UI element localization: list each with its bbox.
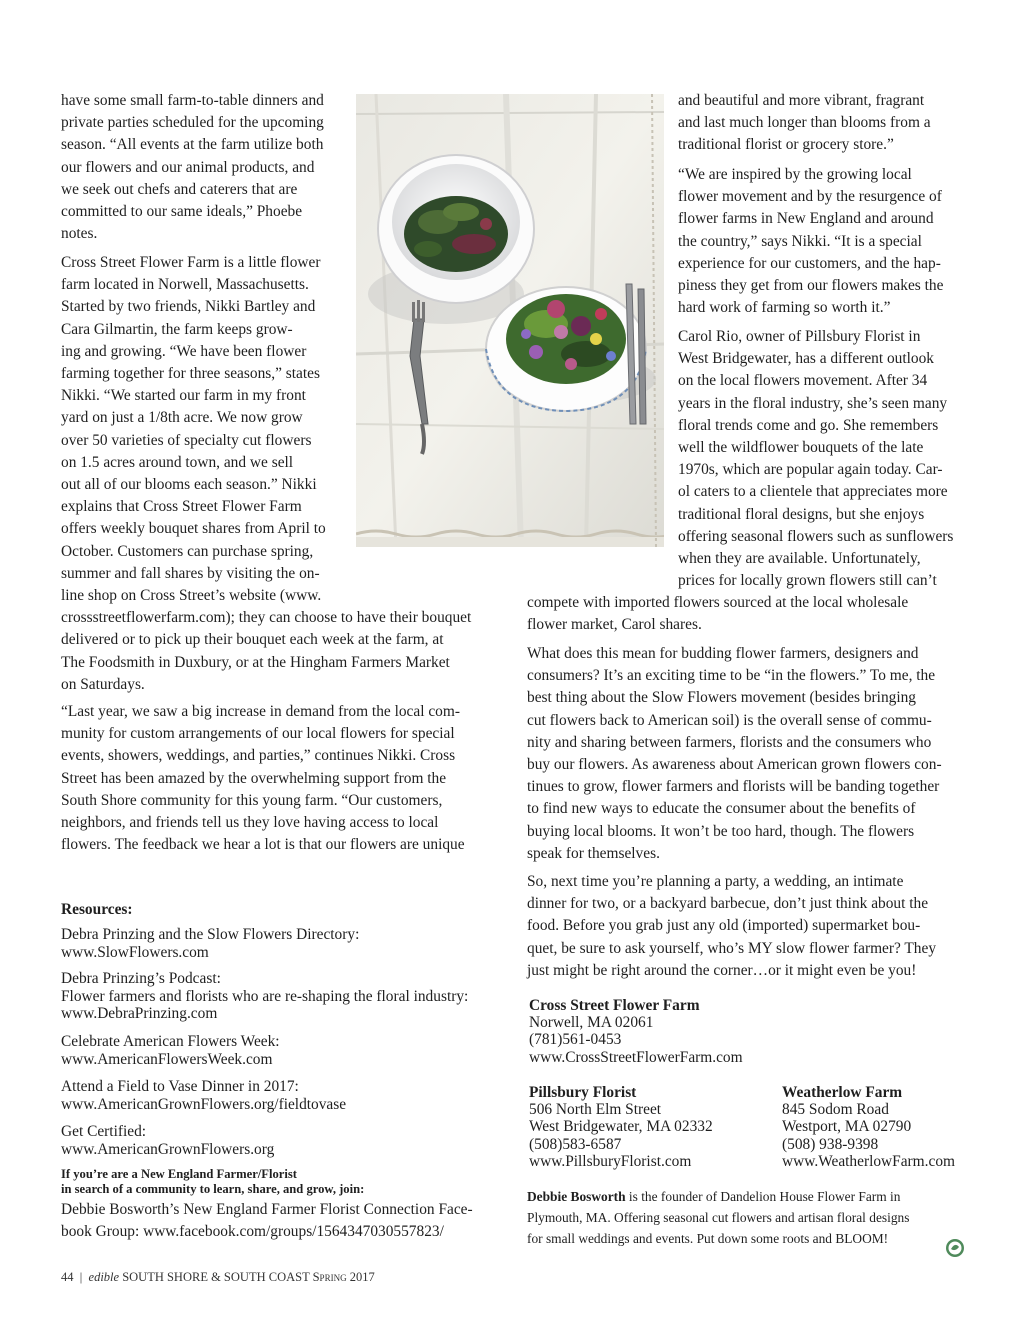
edible-logo-icon <box>945 1238 965 1258</box>
col2-para3 <box>678 326 953 592</box>
text-line: Nikki. “We started our farm in my front <box>61 387 306 405</box>
text-line: farm located in Norwell, Massachusetts. <box>61 276 309 294</box>
text-line: floral trends come and go. She remembers <box>678 416 939 434</box>
col2-para5 <box>527 871 936 982</box>
text-line: If you’re are a New England Farmer/Florist <box>61 1167 297 1181</box>
contact-cross-street <box>529 997 743 1066</box>
contact-link[interactable]: www.WeatherlowFarm.com <box>782 1152 955 1170</box>
resource-item <box>61 970 501 1023</box>
text-line: buying local blooms. It won’t be too hard, though. The flowers <box>527 822 915 840</box>
text-line: over 50 varieties of specialty cut flowers <box>61 431 312 449</box>
text-line: and last much longer than blooms from a <box>678 114 931 132</box>
text-line: cut flowers back to American soil) is the overall sense of commu- <box>527 711 932 729</box>
text-line: yard on just a 1/8th acre. We now grow <box>61 409 303 427</box>
text-line: the country,” says Nikki. “It is a special <box>678 232 922 250</box>
text-line: hard work of farming so worth it.” <box>678 299 891 317</box>
salad-illustration <box>356 94 664 547</box>
text-line: line shop on Cross Street’s website (www. <box>61 587 322 605</box>
text-line: on the local flowers movement. After 34 <box>678 372 928 390</box>
text-line: dinner for two, or a backyard barbecue, don’t just think about the <box>527 895 929 913</box>
text-line: “Last year, we saw a big increase in demand from the local com- <box>61 703 460 720</box>
footer-separator: | <box>79 1270 83 1284</box>
text-line: flower movement and by the resurgence of <box>678 188 942 206</box>
text-line: flower farms in New England and around <box>678 210 934 228</box>
text-line: prices for locally grown flowers still can’t <box>678 572 937 590</box>
text-line: Cross Street Flower Farm is a little flower <box>61 254 321 271</box>
resource-link[interactable]: www.DebraPrinzing.com <box>61 1005 218 1022</box>
text-line: we seek out chefs and caterers that are <box>61 180 298 198</box>
salad-photo <box>356 94 664 547</box>
heading-text: Resources: <box>61 901 133 918</box>
text-line: best thing about the Slow Flowers movement (besides bringing <box>527 689 916 707</box>
text-line: private parties scheduled for the upcoming <box>61 114 324 132</box>
text-line: events, showers, weddings, and parties,” continues Nikki. Cross <box>61 747 456 765</box>
text-line: season. “All events at the farm utilize both <box>61 136 324 154</box>
text-line: quet, be sure to ask yourself, who’s MY slow flower farmer? They <box>527 939 937 957</box>
text-line: Flower farmers and florists who are re-shaping the floral industry: <box>61 987 469 1005</box>
contact-line: 845 Sodom Road <box>782 1101 889 1119</box>
join-heading <box>61 1167 501 1196</box>
contact-weatherlow <box>782 1084 955 1170</box>
contact-line: (508)583-6587 <box>529 1135 622 1153</box>
text-line: tinues to grow, flower farmers and florists will be banding together <box>527 778 940 796</box>
text-line: traditional floral designs, but she enjoys <box>678 505 925 523</box>
text-line: when they are available. Unfortunately, <box>678 550 921 568</box>
page-number: 44 <box>61 1270 74 1284</box>
contact-line: (781)561-0453 <box>529 1031 622 1049</box>
resource-item <box>61 926 501 961</box>
text-line: Street has been amazed by the overwhelming support from the <box>61 769 447 787</box>
col1-para1 <box>61 90 324 245</box>
resource-link[interactable]: book Group: www.facebook.com/groups/1564347030557823/ <box>61 1222 444 1240</box>
text-line: ol caters to a clientele that appreciates more <box>678 483 948 501</box>
bio-line: Plymouth, MA. Offering seasonal cut flowers and artisan floral designs <box>527 1210 910 1225</box>
text-line: Get Certified: <box>61 1123 147 1140</box>
text-line: explains that Cross Street Flower Farm <box>61 498 302 516</box>
text-line: our flowers and our animal products, and <box>61 158 315 176</box>
text-line: food. Before you grab just any old (imported) supermarket bou- <box>527 917 921 935</box>
resource-item <box>61 1078 501 1113</box>
text-line: ing and growing. “We have been flower <box>61 342 307 360</box>
contact-line: West Bridgewater, MA 02332 <box>529 1118 713 1136</box>
contact-name: Weatherlow Farm <box>782 1084 903 1101</box>
resource-item <box>61 1199 501 1242</box>
text-line: munity for custom arrangements of our local flowers for special <box>61 725 455 743</box>
text-line: well the wildflower bouquets of the late <box>678 439 924 457</box>
text-line: speak for themselves. <box>527 844 660 862</box>
text-line: The Foodsmith in Duxbury, or at the Hingham Farmers Market <box>61 653 450 671</box>
text-line: flowers. The feedback we hear a lot is that our flowers are unique <box>61 836 465 854</box>
footer-publication: SOUTH SHORE & SOUTH COAST <box>122 1270 310 1284</box>
text-line: have some small farm-to-table dinners and <box>61 92 324 109</box>
text-line: delivered or to pick up their bouquet each week at the farm, at <box>61 631 444 649</box>
bio-line: for small weddings and events. Put down some roots and BLOOM! <box>527 1231 889 1246</box>
text-line: notes. <box>61 225 98 243</box>
resource-link[interactable]: www.SlowFlowers.com <box>61 943 209 961</box>
bio-line <box>527 1186 967 1207</box>
text-line: on 1.5 acres around town, and we sell <box>61 453 294 471</box>
text-line: So, next time you’re planning a party, a wedding, an intimate <box>527 873 904 890</box>
footer-brand: edible <box>88 1270 120 1284</box>
footer-season: Spring 2017 <box>312 1270 375 1284</box>
author-name: Debbie Bosworth <box>527 1189 626 1204</box>
col2-para4 <box>527 643 942 865</box>
bio-text: is the founder of Dandelion House Flower Farm in <box>625 1189 901 1204</box>
col1-para3 <box>61 701 465 856</box>
contact-link[interactable]: www.CrossStreetFlowerFarm.com <box>529 1048 743 1066</box>
text-line: out all of our blooms each season.” Nikki <box>61 476 317 494</box>
text-line: buy our flowers. As awareness about American grown flowers con- <box>527 756 942 774</box>
text-line: and beautiful and more vibrant, fragrant <box>678 92 925 109</box>
page-footer <box>61 1270 375 1285</box>
text-line: committed to our same ideals,” Phoebe <box>61 203 303 221</box>
resource-item <box>61 1033 501 1068</box>
author-bio <box>527 1186 967 1249</box>
resources-heading <box>61 901 501 919</box>
text-line: neighbors, and friends tell us they love having access to local <box>61 814 439 832</box>
text-line: just might be right around the corner…or it might even be you! <box>527 961 917 979</box>
contact-pillsbury <box>529 1084 713 1170</box>
text-line: “We are inspired by the growing local <box>678 166 912 183</box>
contact-line: 506 North Elm Street <box>529 1101 662 1119</box>
text-line: on Saturdays. <box>61 675 145 693</box>
col2-para3-cont <box>527 592 908 636</box>
text-line: offering seasonal flowers such as sunflowers <box>678 527 954 545</box>
text-line: Attend a Field to Vase Dinner in 2017: <box>61 1078 299 1095</box>
text-line: October. Customers can purchase spring, <box>61 542 314 560</box>
text-line: years in the floral industry, she’s seen many <box>678 394 948 412</box>
text-line: West Bridgewater, has a different outlook <box>678 350 935 368</box>
contact-line: Norwell, MA 02061 <box>529 1014 654 1032</box>
contact-line: (508) 938-9398 <box>782 1135 879 1153</box>
text-line: crossstreetflowerfarm.com); they can choose to have their bouquet <box>61 609 472 627</box>
text-line: flower market, Carol shares. <box>527 616 702 634</box>
text-line: offers weekly bouquet shares from April to <box>61 520 326 538</box>
text-line: Carol Rio, owner of Pillsbury Florist in <box>678 328 921 345</box>
resource-link[interactable]: www.AmericanGrownFlowers.org/fieldtovase <box>61 1095 347 1113</box>
contact-line: Westport, MA 02790 <box>782 1118 912 1136</box>
text-line: Debra Prinzing’s Podcast: <box>61 970 221 987</box>
text-line: Started by two friends, Nikki Bartley and <box>61 298 316 316</box>
contact-name: Pillsbury Florist <box>529 1084 637 1101</box>
resource-item <box>61 1123 501 1158</box>
text-line: traditional florist or grocery store.” <box>678 136 894 154</box>
text-line: South Shore community for this young farm. “Our customers, <box>61 791 443 809</box>
text-line: compete with imported flowers sourced at the local wholesale <box>527 594 909 611</box>
text-line: in search of a community to learn, share, and grow, join: <box>61 1181 365 1196</box>
text-line: Celebrate American Flowers Week: <box>61 1033 280 1050</box>
text-line: Debra Prinzing and the Slow Flowers Directory: <box>61 926 360 943</box>
col2-para2 <box>678 164 943 319</box>
text-line: Cara Gilmartin, the farm keeps grow- <box>61 320 293 338</box>
contact-name: Cross Street Flower Farm <box>529 997 700 1014</box>
text-line: Debbie Bosworth’s New England Farmer Florist Connection Face- <box>61 1201 473 1218</box>
text-line: What does this mean for budding flower farmers, designers and <box>527 645 919 662</box>
contact-link[interactable]: www.PillsburyFlorist.com <box>529 1152 692 1170</box>
text-line: 1970s, which are popular again today. Car- <box>678 461 943 479</box>
text-line: consumers? It’s an exciting time to be “in the flowers.” To me, the <box>527 667 936 685</box>
text-line: experience for our customers, and the hap- <box>678 254 941 272</box>
resource-link[interactable]: www.AmericanGrownFlowers.org <box>61 1140 275 1158</box>
text-line: nity and sharing between farmers, florists and the consumers who <box>527 733 932 751</box>
text-line: summer and fall shares by visiting the on- <box>61 564 320 582</box>
text-line: to find new ways to educate the consumer about the benefits of <box>527 800 916 818</box>
text-line: farming together for three seasons,” states <box>61 365 320 383</box>
text-line: piness they get from our flowers makes the <box>678 277 944 295</box>
resource-link[interactable]: www.AmericanFlowersWeek.com <box>61 1050 273 1068</box>
col2-para1 <box>678 90 931 157</box>
